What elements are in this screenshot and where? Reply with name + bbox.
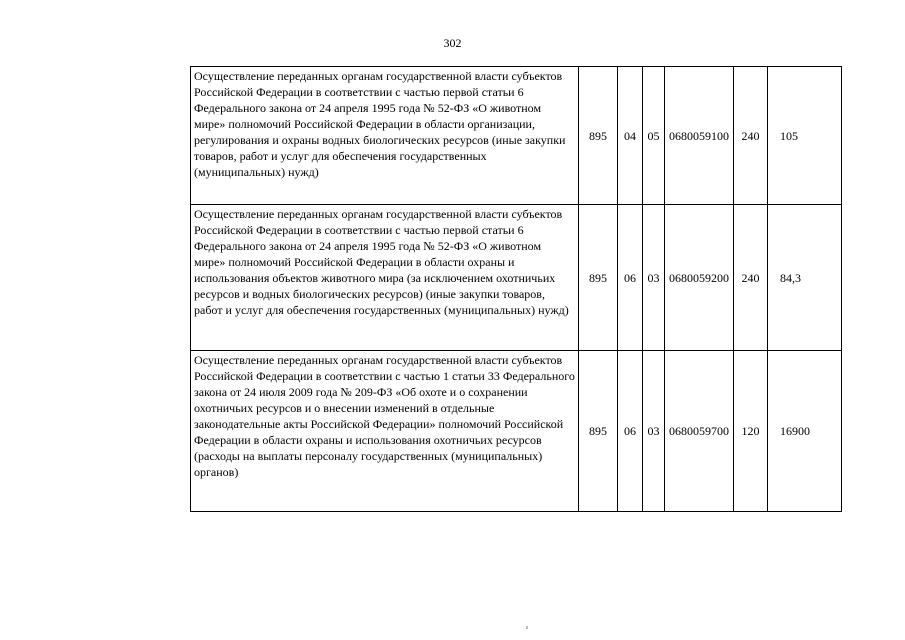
expense-type-code: 120 [734,351,768,512]
page-number: 302 [443,36,462,50]
row-description: Осуществление переданных органам государственной власти субъектов Российской Федерации в соответствии с частью 1 статьи 33 Федерального закона от 24 июля 2009 года № 209-ФЗ «Об охоте и о сохранении охотничьих ресурсов и о внесении изменений в отдельные законодательные акты Российской Федерации» полномочий Российской Федерации в области охраны и использования охотничьих ресурсов (расходы на выплаты персоналу государственных (муниципальных) органов) [191,351,579,512]
scan-speck [526,626,528,629]
section-code: 06 [618,205,643,351]
ministry-code: 895 [579,205,618,351]
subsection-code: 03 [643,351,665,512]
expense-type-code: 240 [734,205,768,351]
table-row [191,67,842,205]
row-description: Осуществление переданных органам государственной власти субъектов Российской Федерации в соответствии с частью первой статьи 6 Федерального закона от 24 апреля 1995 года № 52-ФЗ «О животном мире» полномочий Российской Федерации в области организации, регулирования и охраны водных биологических ресурсов (иные закупки товаров, работ и услуг для обеспечения государственных (муниципальных) нужд) [191,67,579,205]
row-description: Осуществление переданных органам государственной власти субъектов Российской Федерации в соответствии с частью первой статьи 6 Федерального закона от 24 апреля 1995 года № 52-ФЗ «О животном мире» полномочий Российской Федерации в области охраны и использования объектов животного мира (за исключением охотничьих ресурсов и водных биологических ресурсов) (иные закупки товаров, работ и услуг для обеспечения государственных (муниципальных) нужд) [191,205,579,351]
table-row [191,205,842,351]
amount-value: 105 [768,67,842,205]
target-article-code: 0680059100 [665,67,734,205]
target-article-code: 0680059200 [665,205,734,351]
subsection-code: 03 [643,205,665,351]
section-code: 04 [618,67,643,205]
amount-value: 16900 [768,351,842,512]
target-article-code: 0680059700 [665,351,734,512]
table-row [191,351,842,512]
expense-type-code: 240 [734,67,768,205]
amount-value: 84,3 [768,205,842,351]
budget-table [190,66,842,512]
subsection-code: 05 [643,67,665,205]
section-code: 06 [618,351,643,512]
ministry-code: 895 [579,351,618,512]
ministry-code: 895 [579,67,618,205]
